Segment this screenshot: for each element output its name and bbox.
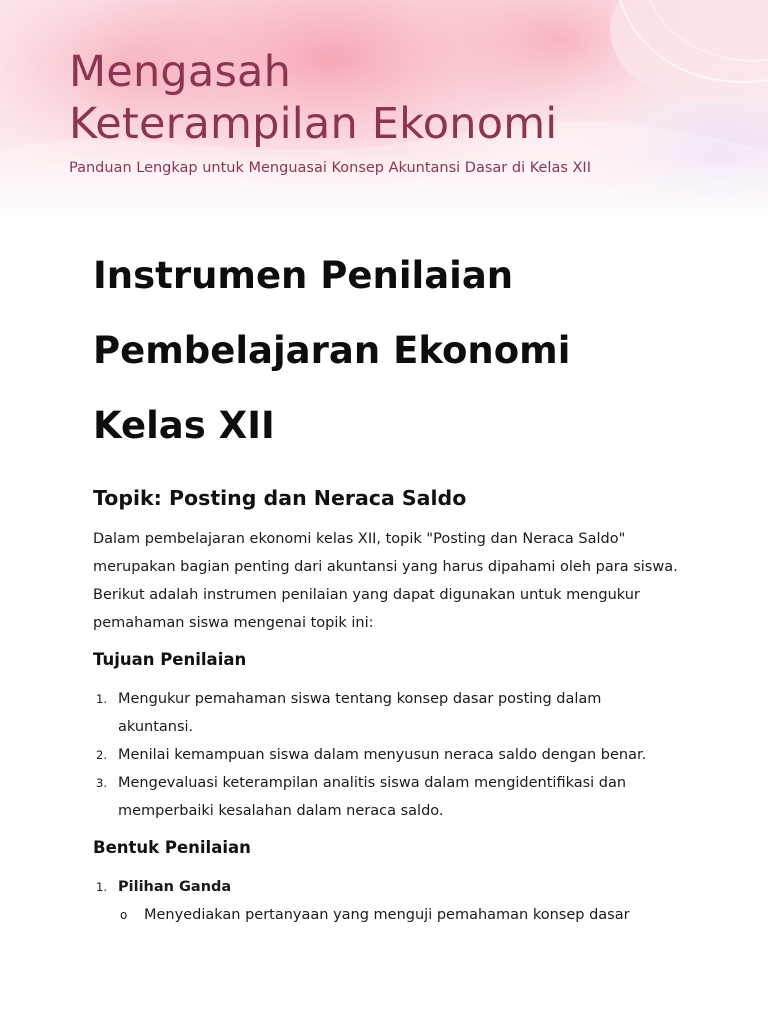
forms-list	[93, 873, 683, 929]
forms-heading: Bentuk Penilaian	[93, 838, 251, 857]
list-item-text: Mengukur pemahaman siswa tentang konsep dasar posting dalam	[118, 691, 602, 707]
intro-line: Berikut adalah instrumen penilaian yang dapat digunakan untuk mengukur	[93, 587, 640, 603]
banner-title	[69, 46, 557, 150]
list-item	[93, 873, 683, 929]
intro-line: pemahaman siswa mengenai topik ini:	[93, 615, 374, 631]
goals-heading: Tujuan Penilaian	[93, 650, 247, 669]
header-banner	[0, 0, 768, 222]
list-item-text: memperbaiki kesalahan dalam neraca saldo.	[118, 803, 444, 819]
document-content	[93, 238, 683, 929]
list-number: 1.	[96, 880, 107, 894]
list-item-text: Mengevaluasi keterampilan analitis siswa dalam mengidentifikasi dan	[118, 775, 627, 791]
banner-subtitle: Panduan Lengkap untuk Menguasai Konsep Akuntansi Dasar di Kelas XII	[69, 160, 591, 176]
intro-line: Dalam pembelajaran ekonomi kelas XII, topik "Posting dan Neraca Saldo"	[93, 531, 626, 547]
document-title-line1: Instrumen Penilaian	[93, 254, 514, 297]
intro-line: merupakan bagian penting dari akuntansi yang harus dipahami oleh para siswa.	[93, 559, 678, 575]
list-item-text: Menilai kemampuan siswa dalam menyusun neraca saldo dengan benar.	[118, 747, 647, 763]
list-number: 2.	[96, 748, 107, 762]
list-item-label: Pilihan Ganda	[118, 879, 232, 895]
list-item-text: akuntansi.	[118, 719, 194, 735]
document-title-line2: Pembelajaran Ekonomi	[93, 329, 571, 372]
sub-list-item-text: Menyediakan pertanyaan yang menguji pemahaman konsep dasar	[144, 907, 630, 923]
sub-list-item	[118, 901, 683, 929]
list-item	[93, 769, 683, 825]
document-title-line3: Kelas XII	[93, 404, 275, 447]
list-number: 1.	[96, 692, 107, 706]
circle-bullet-icon: o	[120, 908, 128, 922]
list-item	[93, 741, 683, 769]
sub-list	[118, 901, 683, 929]
banner-title-line2: Keterampilan Ekonomi	[69, 99, 558, 149]
document-title	[93, 238, 683, 463]
list-item	[93, 685, 683, 741]
intro-paragraph	[93, 525, 683, 637]
topic-heading: Topik: Posting dan Neraca Saldo	[93, 486, 467, 510]
banner-title-line1: Mengasah	[69, 47, 292, 97]
goals-list	[93, 685, 683, 825]
list-number: 3.	[96, 776, 107, 790]
